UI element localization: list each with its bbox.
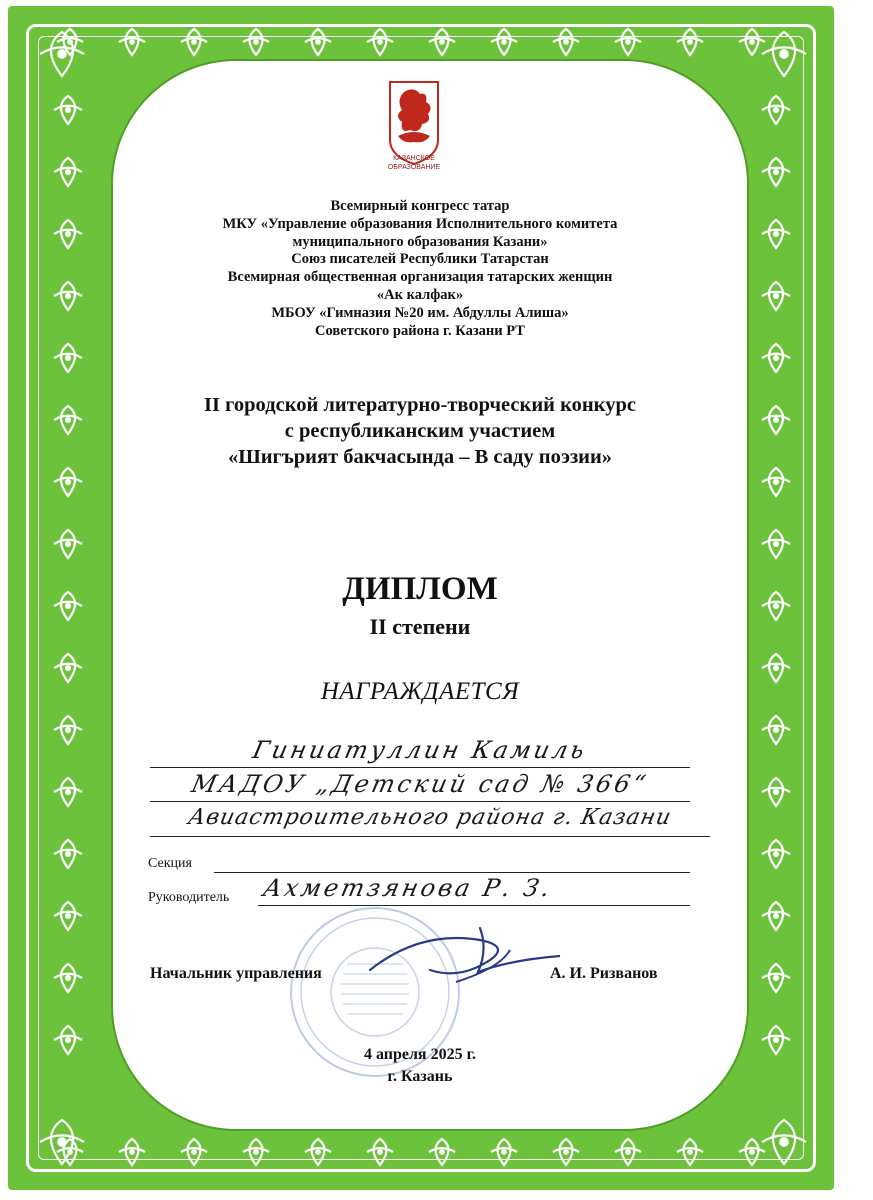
awarded-heading: НАГРАЖДАЕТСЯ [320,678,520,705]
diploma-degree: II степени [369,614,471,639]
ornament-motif [491,29,517,55]
ornament-motif [54,406,82,434]
ornament-motif [615,29,641,55]
ornament-motif [54,1026,82,1054]
ornament-motif [762,1026,790,1054]
organizer-line: МБОУ «Гимназия №20 им. Абдуллы Алиша» [271,304,569,321]
organizer-line: Советского района г. Казани РТ [315,322,525,339]
ornament-motif [762,654,790,682]
ornament-motif [739,1139,765,1165]
ornament-motif [762,778,790,806]
ornament-motif [739,29,765,55]
ornament-motif [677,29,703,55]
ornament-motif [762,32,806,76]
section-label: Секция [148,856,192,871]
ornament-motif [54,96,82,124]
ornament-motif [40,1120,84,1164]
ornament-motif [119,29,145,55]
ornament-motif [367,1139,393,1165]
ornament-motif [243,29,269,55]
ornament-motif [762,1120,806,1164]
supervisor-value: Ахметзянова Р. З. [260,874,556,902]
organizer-line: МКУ «Управление образования Исполнительного комитета [222,215,618,232]
ornament-motif [305,1139,331,1165]
logo-caption-line-2: ОБРАЗОВАНИЕ [387,164,441,171]
section-line [214,872,690,873]
ornament-motif [429,1139,455,1165]
ornament-motif [54,158,82,186]
diploma-title: ДИПЛОМ [342,571,498,607]
ornament-motif [305,29,331,55]
ornament-motif [762,592,790,620]
logo-caption [359,154,469,172]
ornament-motif [119,1139,145,1165]
signature-name: А. И. Ризванов [550,965,658,982]
signature-position: Начальник управления [150,965,322,982]
ornament-motif [54,840,82,868]
ornament-motif [429,29,455,55]
issue-date: 4 апреля 2025 г. [363,1046,477,1063]
ornament-motif [762,964,790,992]
ornament-motif [243,1139,269,1165]
contest-line: с республиканским участием [284,420,556,442]
district-line [150,836,710,837]
ornament-motif [762,840,790,868]
recipient-district: Авиастроительного района г. Казани [186,805,674,830]
ornament-motif [762,344,790,372]
ornament-motif [54,964,82,992]
ornament-motif [54,716,82,744]
ornament-motif [762,530,790,558]
organizer-line: Всемирный конгресс татар [330,198,510,214]
recipient-name: Гиниатуллин Камиль [250,736,590,764]
ornament-motif [181,29,207,55]
contest-line: II городской литературно-творческий конкурс [204,394,636,416]
ornament-motif [677,1139,703,1165]
ornament-motif [762,468,790,496]
ornament-motif [762,282,790,310]
ornament-motif [54,592,82,620]
ornament-motif [762,220,790,248]
logo-caption-line-1: КАЗАНСКОЕ [393,155,435,162]
supervisor-label: Руководитель [148,890,230,905]
ornament-motif [54,344,82,372]
ornament-motif [615,1139,641,1165]
ornament-motif [553,1139,579,1165]
contest-line: «Шигърият бакчасында – В саду поэзии» [227,446,613,468]
issue-city: г. Казань [387,1068,453,1085]
ornament-motif [553,29,579,55]
ornament-motif [491,1139,517,1165]
ornament-motif [762,716,790,744]
organizer-line: муниципального образования Казани» [292,233,548,250]
organizer-line: «Ак калфак» [376,286,464,303]
ornament-motif [367,29,393,55]
organizers-list [130,198,710,340]
organizer-line: Союз писателей Республики Татарстан [291,251,549,268]
handwritten-signature [360,910,560,1010]
ornament-motif [762,902,790,930]
institution-line [150,801,690,802]
contest-title [120,392,720,470]
organizer-line: Всемирная общественная организация татарских женщин [227,269,613,286]
ornament-motif [762,158,790,186]
ornament-motif [181,1139,207,1165]
ornament-motif [762,96,790,124]
ornament-motif [54,902,82,930]
recipient-line [150,767,690,768]
ornament-motif [54,654,82,682]
ornament-motif [762,406,790,434]
ornament-motif [54,282,82,310]
ornament-motif [54,778,82,806]
recipient-institution: МАДОУ „Детский сад № 366“ [188,770,652,798]
ornament-motif [54,468,82,496]
issue-date-block [280,1044,560,1088]
ornament-motif [54,220,82,248]
ornament-motif [54,530,82,558]
